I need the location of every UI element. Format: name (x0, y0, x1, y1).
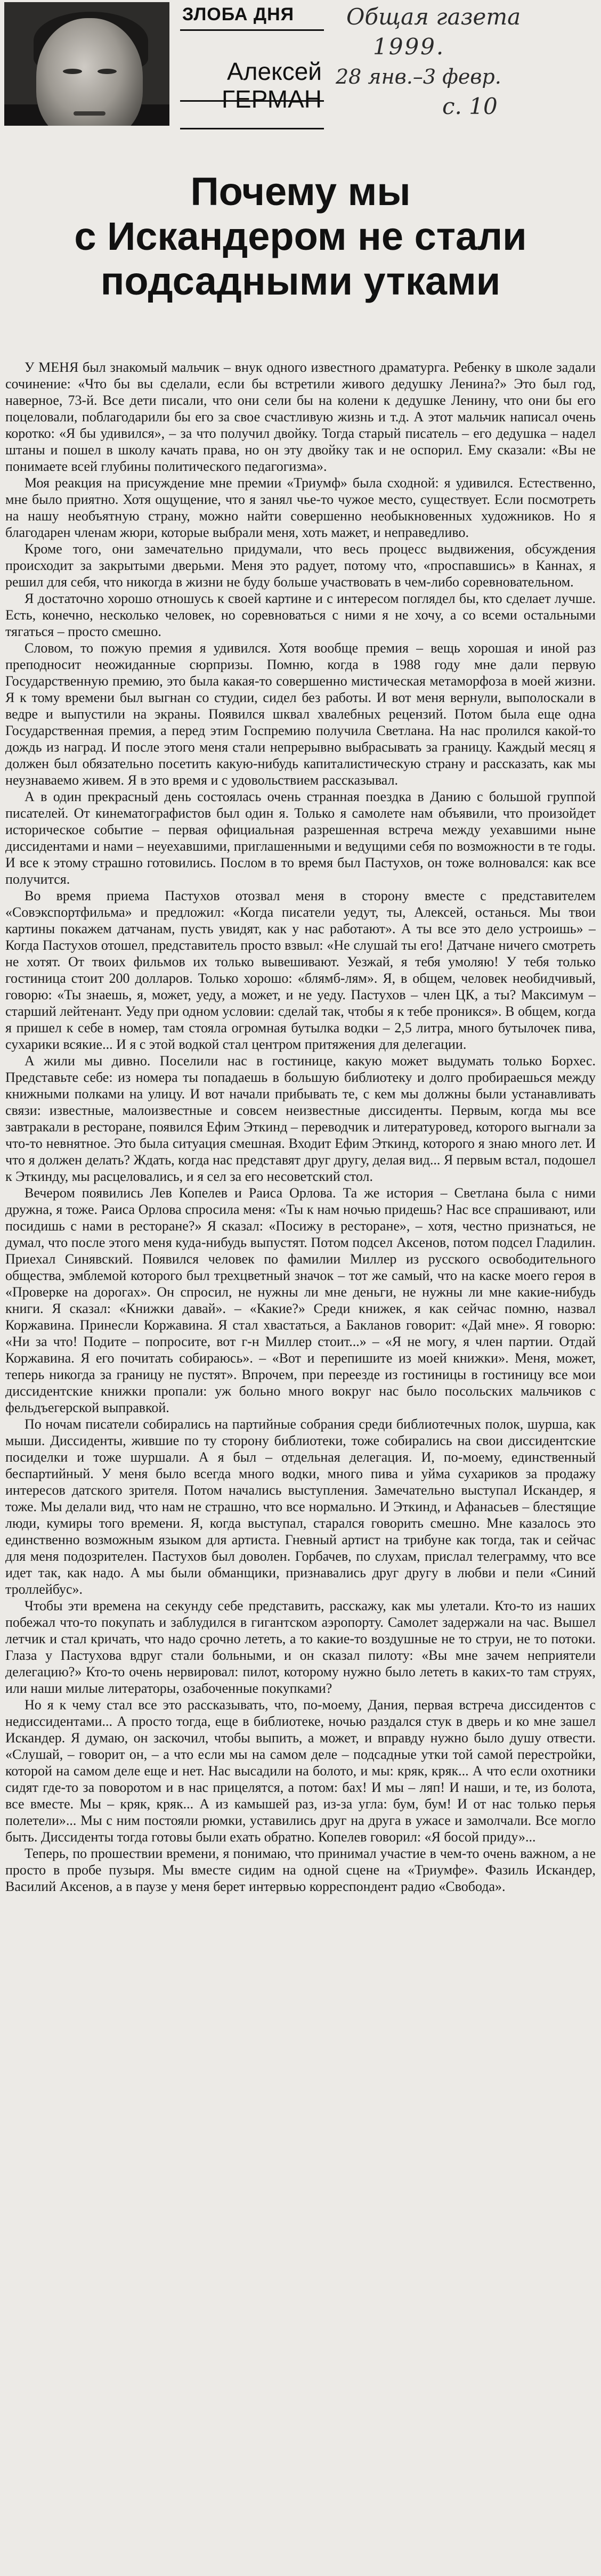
headline-line: Почему мы (190, 169, 411, 214)
article-paragraph: Чтобы эти времена на секунду себе представить, расскажу, как мы улетали. Кто-то из наших побежал что-то покупать и заблудился в гигантском аэропорту. Самолет задержали на час. Вышел летчик и стал кричать, что надо срочно лететь, а то какие-то воздушные не то струи, не то потоки. Глаза у Пастухова вдруг стали больными, и он сказал пилоту: «Вы мне зачем неприятели делегацию?» Кто-то очень нервировал: пилот, которому нужно было лететь в каких-то там струях, или наши милые литераторы, озабоченные покупками? (5, 1598, 596, 1696)
article-paragraph: По ночам писатели собирались на партийные собрания среди библиотечных полок, шурша, как мыши. Диссиденты, жившие по ту сторону библиотеки, тоже собирались на свои диссидентские посиделки и тоже шуршали. А я был – отдельная делегация. И, по-моему, единственный беспартийный. У меня было всегда много водки, много пива и уйма сухариков за продажу интересов датского зрителя. Потом начались выступления. Замечательно выступал Искандер, я тоже. Мы делали вид, что нам не страшно, что все нормально. И Эткинд, и Афанасьев – блестящие люди, кумиры того времени. Я, когда выступал, старался говорить смешно. Мне казалось это единственно возможным языком для артиста. Гневный артист на трибуне как тогда, так и сейчас для меня подозрителен. Пастухов был доволен. Горбачев, по слухам, прислал телеграмму, что все идет так, как надо. А мы были обманщики, признавались друг другу в любви и пели «Синий троллейбус». (5, 1416, 596, 1597)
handwritten-line: 1999. (373, 34, 445, 60)
article-paragraph: Кроме того, они замечательно придумали, что весь процесс выдвижения, обсуждения происходит за закрытыми дверьми. Меня это радует, потому что, «проспавшись» в Каннах, я решил для себя, что никогда в жизни не буду больше участвовать в чем-либо соревновательном. (5, 541, 596, 590)
handwritten-line: 28 янв.–3 февр. (336, 65, 501, 88)
article-paragraph: Теперь, по прошествии времени, я понимаю, что принимал участие в чем-то очень важном, а не просто в пробе пузыря. Мы вместе сидим на одной сцене на «Триумфе». Фазиль Искандер, Василий Аксенов, а в паузе у меня берет интервью корреспондент радио «Свобода». (5, 1846, 596, 1894)
divider (180, 128, 324, 129)
article-paragraph: А жили мы дивно. Поселили нас в гостинице, какую может выдумать только Борхес. Представьте себе: из номера ты попадаешь в большую библиотеку и долго пробираешься между книжными полками на улицу. И вот начали прибывать те, с кем мы должны были устанавливать связи: известные, малоизвестные и совсем неизвестные диссиденты. Первым, когда мы все завтракали в ресторане, появился Ефим Эткинд – переводчик и литературовед, которого выгнали за что-то невнятное. Это была ситуация смешная. Входит Ефим Эткинд, которого я знаю много лет. И что я должен делать? Ждать, когда нас представят друг другу, делая вид... Я первым встал, подошел к Эткинду, мы расцеловались, и я сел за его несоветский стол. (5, 1053, 596, 1184)
article-paragraph: Во время приема Пастухов отозвал меня в сторону вместе с представителем «Совэкспортфильма» и предложил: «Когда писатели уедут, ты, Алексей, останься. Мы твои картины покажем датчанам, пусть увидят, как у нас работают». А ты все это дело устроишь» – Когда Пастухов отошел, представитель просто взвыл: «Не слушай ты его! Датчане ничего смотреть не хотят. От твоих фильмов их только вывешивают. Уезжай, я тебя умоляю! У тебя только гостиница стоит 200 долларов. Только хорошо: «блямб-лям». Я, в общем, человек необидчивый, говорю: «Ты знаешь, я, может, уеду, а может, и не уеду. Пастухов – член ЦК, а ты? Максимум – старший лейтенант. Уеду при одном условии: сделай так, чтобы я к тебе проникся». В общем, когда я пришел к себе в номер, там стояла огромная бутылка водки – 2,5 литра, много бутылочек пива, сухарики всякие... И я с этой водкой стал центром притяжения для делегации. (5, 888, 596, 1052)
article-header (0, 0, 601, 131)
article-paragraph: У МЕНЯ был знакомый мальчик – внук одного известного драматурга. Ребенку в школе задали сочинение: «Что бы вы сделали, если бы встретили живого дедушку Ленина?» Это был год, наверное, 73-й. Все дети писали, что они сели бы на колени к дедушке Ленину, что они бы его поцеловали, поблагодарили бы его за свое счастливую жизнь и т.д. А этот мальчик написал очень коротко: «Я бы удивился», – за что получил двойку. Тогда старый писатель – его дедушка – надел штаны и пошел в школу качать права, но он эту двойку так и не оспорил. Ему сказали: «Вы не понимаете всей глубины политического педагогизма». (5, 360, 596, 474)
article-paragraph: Вечером появились Лев Копелев и Раиса Орлова. Та же история – Светлана была с ними дружна, я тоже. Раиса Орлова спросила меня: «Ты к нам ночью придешь? Нас все спрашивают, или посидишь с нами в ресторане?» Я сказал: «Посижу в ресторане», – хотя, честно признаться, не думал, что после этого меня куда-нибудь выпустят. Потом подсел Аксенов, потом подсел Гладилин. Приехал Синявский. Появился человек по фамилии Миллер из русского освободительного общества, эмблемой которого был трехцветный значок – тот же самый, что на каске моего героя в «Проверке на дорогах». Он спросил, не нужны ли мне деньги, не нужны ли мне какие-нибудь книги. Я сказал: «Книжки давай». – «Какие?» Среди книжек, я как сейчас помню, назвал Коржавина. Принесли Коржавина. Я стал хвастаться, а Бакланов говорит: «Дай мне». Я говорю: «Ни за что! Подите – попросите, вот г-н Миллер стоит...» – «Я не могу, я член партии. Отдай Коржавина. Я его почитать собираюсь». – «Вот и перепишите из моей книжки». Меня, может, теперь никогда за границу не пустят». Впрочем, при переезде из гостиницы в гостиницу все мои диссидентские книжки пропали: уж больно много вокруг нас было посольских мальчиков с фельдъегерской выправкой. (5, 1185, 596, 1415)
rubric-block (180, 0, 324, 113)
headline-line: с Искандером не стали (74, 214, 527, 258)
handwritten-line: Общая газета (346, 4, 521, 30)
article-paragraph: Словом, то пожую премия я удивился. Хотя вообще премия – вещь хорошая и иной раз преподносит неожиданные сюрпризы. Помню, когда в 1988 году мне дали первую Государственную премию, это была какая-то совершенно мистическая метаморфоза в моей жизни. Я к тому времени был выгнан со студии, сидел без работы. И вот меня вернули, выполоскали в ведре и выпустили на экраны. Появился шквал хвалебных рецензий. Потом была еще одна Государственная премия, а перед этим Госпремию получила Светлана. На нас пролился какой-то дождь из наград. И после этого меня стали непрерывно выбрасывать за границу. Каждый месяц я должен был обязательно посетить какую-нибудь капиталистическую страну и рассказать, как мы неузнаваемо живем. Я в это время и с удовольствием рассказывал. (5, 640, 596, 788)
handwritten-source-note (336, 2, 597, 121)
headline-line: подсадными утками (100, 259, 501, 303)
article-paragraph: Моя реакция на присуждение мне премии «Триумф» была сходной: я удивился. Естественно, мне было приятно. Хотя ощущение, что я занял чье-то чужое место, существует. Если посмотреть на нашу необъятную страну, можно найти совершенно необыкновенных художников. Но я благодарен членам жюри, которые выбрали меня, хоть мажет, и неправедливо. (5, 475, 596, 540)
author-last-name: ГЕРМАН (222, 85, 322, 113)
author-photo (4, 2, 169, 126)
divider (180, 100, 324, 102)
article-paragraph: Я достаточно хорошо отношусь к своей картине и с интересом поглядел бы, кто сделает лучше. Есть, конечно, несколько человек, но соревноваться с ними я не хочу, а со всеми остальными тягаться – просто смешно. (5, 591, 596, 639)
rubric-label: ЗЛОБА ДНЯ (180, 0, 324, 31)
article-paragraph: Но я к чему стал все это рассказывать, что, по-моему, Дания, первая встреча диссидентов с недиссидентами... А просто тогда, еще в библиотеке, ночью раздался стук в дверь и ко мне зашел Искандер. Я думаю, он заскочил, чтобы выпить, а может, и вправду нужно было душу отвести. «Слушай, – говорит он, – а что если мы на самом деле – подсадные утки той самой перестройки, которой на самом деле еще и нет. Нас высадили на болото, и мы: кряк, кряк... А что если охотники сидят где-то за поворотом и в нас прицелятся, а потом: бах! И мы – ляп! И наши, и те, из болота, все вместе. Мы – кряк, кряк... А из камышей раз, из-за угла: бум, бум! И от нас только перья полетели»... Мы с ним постояли рюмки, уставились друг на друга в ужасе и замолчали. Все могло быть. Диссиденты тогда готовы были ехать обратно. Копелев говорил: «Я босой приду»... (5, 1697, 596, 1845)
author-first-name: Алексей (226, 58, 322, 85)
handwritten-line: с. 10 (442, 93, 498, 119)
article-headline (0, 169, 601, 304)
article-body (5, 359, 596, 2570)
article-paragraph: А в один прекрасный день состоялась очень странная поездка в Данию с большой группой писателей. От кинематографистов был один я. Только я самолете нам объявили, что произойдет историческое событие – первая официальная разрешенная встреча между уехавшими ныне диссидентами и нами – неуехавшими, приглашенными и ведущими себя по возможности в те годы. И все к этому страшно готовились. Послом в то время был Пастухов, он тоже волновался: как все получится. (5, 789, 596, 887)
